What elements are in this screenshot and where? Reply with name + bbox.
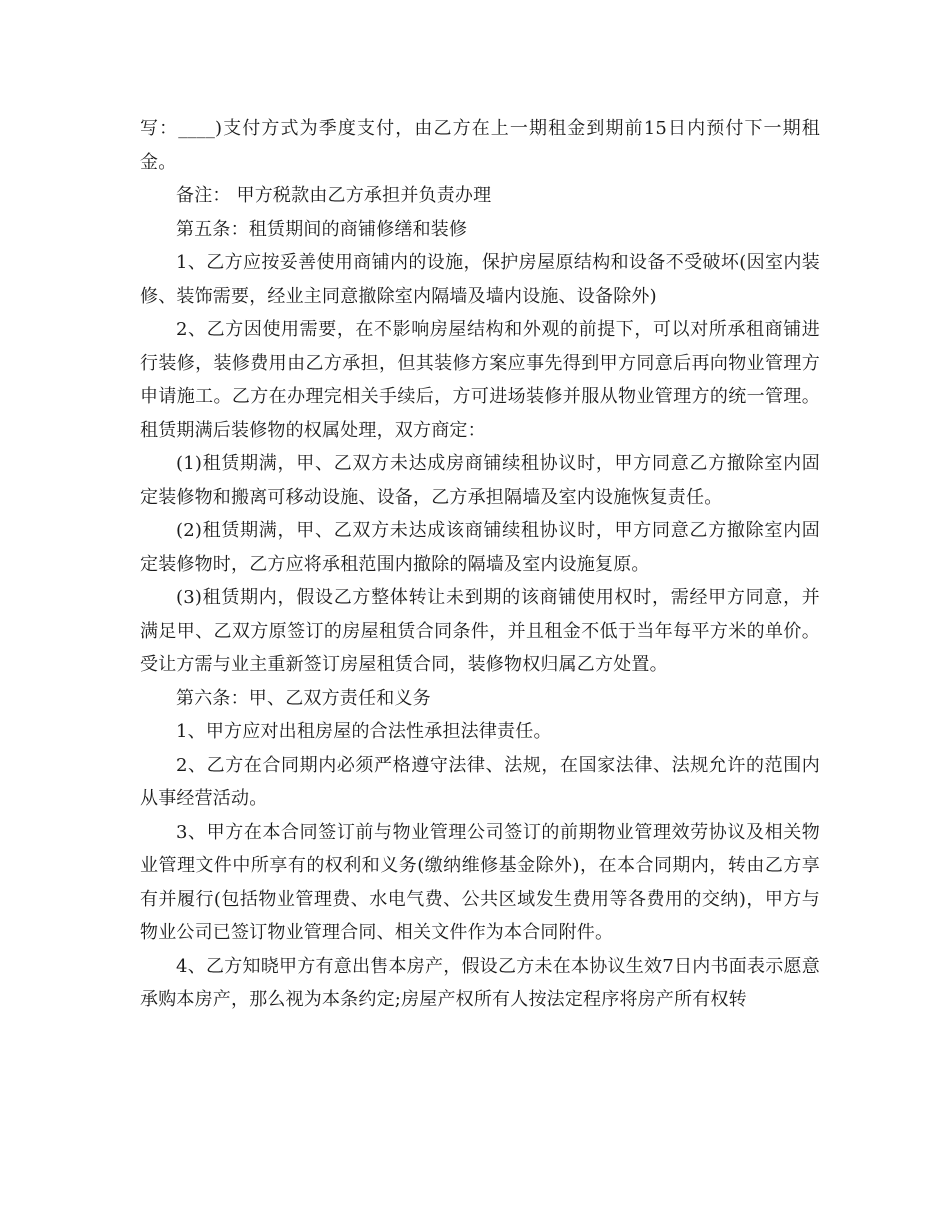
section-heading-article-5: 第五条：租赁期间的商铺修缮和装修 xyxy=(176,218,468,240)
paragraph-remark: 备注： 甲方税款由乙方承担并负责办理 xyxy=(176,185,492,206)
paragraph-clause-5-2-1: (1)租赁期满，甲、乙双方未达成房商铺续租协议时，甲方同意乙方撤除室内固定装修物和搬离可移动设施、设备，乙方承担隔墙及室内设施恢复责任。 xyxy=(140,453,820,508)
paragraph-clause-6-4: 4、乙方知晓甲方有意出售本房产，假设乙方未在本协议生效7日内书面表示愿意承购本房产，那么视为本条约定;房屋产权所有人按法定程序将房产所有权转 xyxy=(140,955,820,1010)
paragraph-clause-5-2-3: (3)租赁期内，假设乙方整体转让未到期的该商铺使用权时，需经甲方同意，并满足甲、乙双方原签订的房屋租赁合同条件，并且租金不低于当年每平方米的单价。受让方需与业主重新签订房屋租赁合同，装修物权归属乙方处置。 xyxy=(140,587,820,675)
paragraph-clause-6-1: 1、甲方应对出租房屋的合法性承担法律责任。 xyxy=(176,721,552,742)
section-heading-article-6: 第六条：甲、乙双方责任和义务 xyxy=(176,687,431,709)
paragraph-clause-6-3: 3、甲方在本合同签订前与物业管理公司签订的前期物业管理效劳协议及相关物业管理文件中所享有的权利和义务(缴纳维修基金除外)，在本合同期内，转由乙方享有并履行(包括物业管理费、水电气费、公共区域发生费用等各费用的交纳)，甲方与物业公司已签订物业管理合同、相关文件作为本合同附件。 xyxy=(140,821,820,943)
paragraph-payment-terms: 写：____)支付方式为季度支付，由乙方在上一期租金到期前15日内预付下一期租金。 xyxy=(140,118,820,173)
paragraph-clause-5-1: 1、乙方应按妥善使用商铺内的设施，保护房屋原结构和设备不受破坏(因室内装修、装饰需要，经业主同意撤除室内隔墙及墙内设施、设备除外) xyxy=(140,252,820,307)
paragraph-clause-5-2: 2、乙方因使用需要，在不影响房屋结构和外观的前提下，可以对所承租商铺进行装修，装修费用由乙方承担，但其装修方案应事先得到甲方同意后再向物业管理方申请施工。乙方在办理完相关手续后，方可进场装修并服从物业管理方的统一管理。租赁期满后装修物的权属处理，双方商定： xyxy=(140,319,820,441)
paragraph-clause-5-2-2: (2)租赁期满，甲、乙双方未达成该商铺续租协议时，甲方同意乙方撤除室内固定装修物时，乙方应将承租范围内撤除的隔墙及室内设施复原。 xyxy=(140,520,820,575)
document-body xyxy=(140,112,820,1017)
paragraph-clause-6-2: 2、乙方在合同期内必须严格遵守法律、法规，在国家法律、法规允许的范围内从事经营活动。 xyxy=(140,754,820,809)
